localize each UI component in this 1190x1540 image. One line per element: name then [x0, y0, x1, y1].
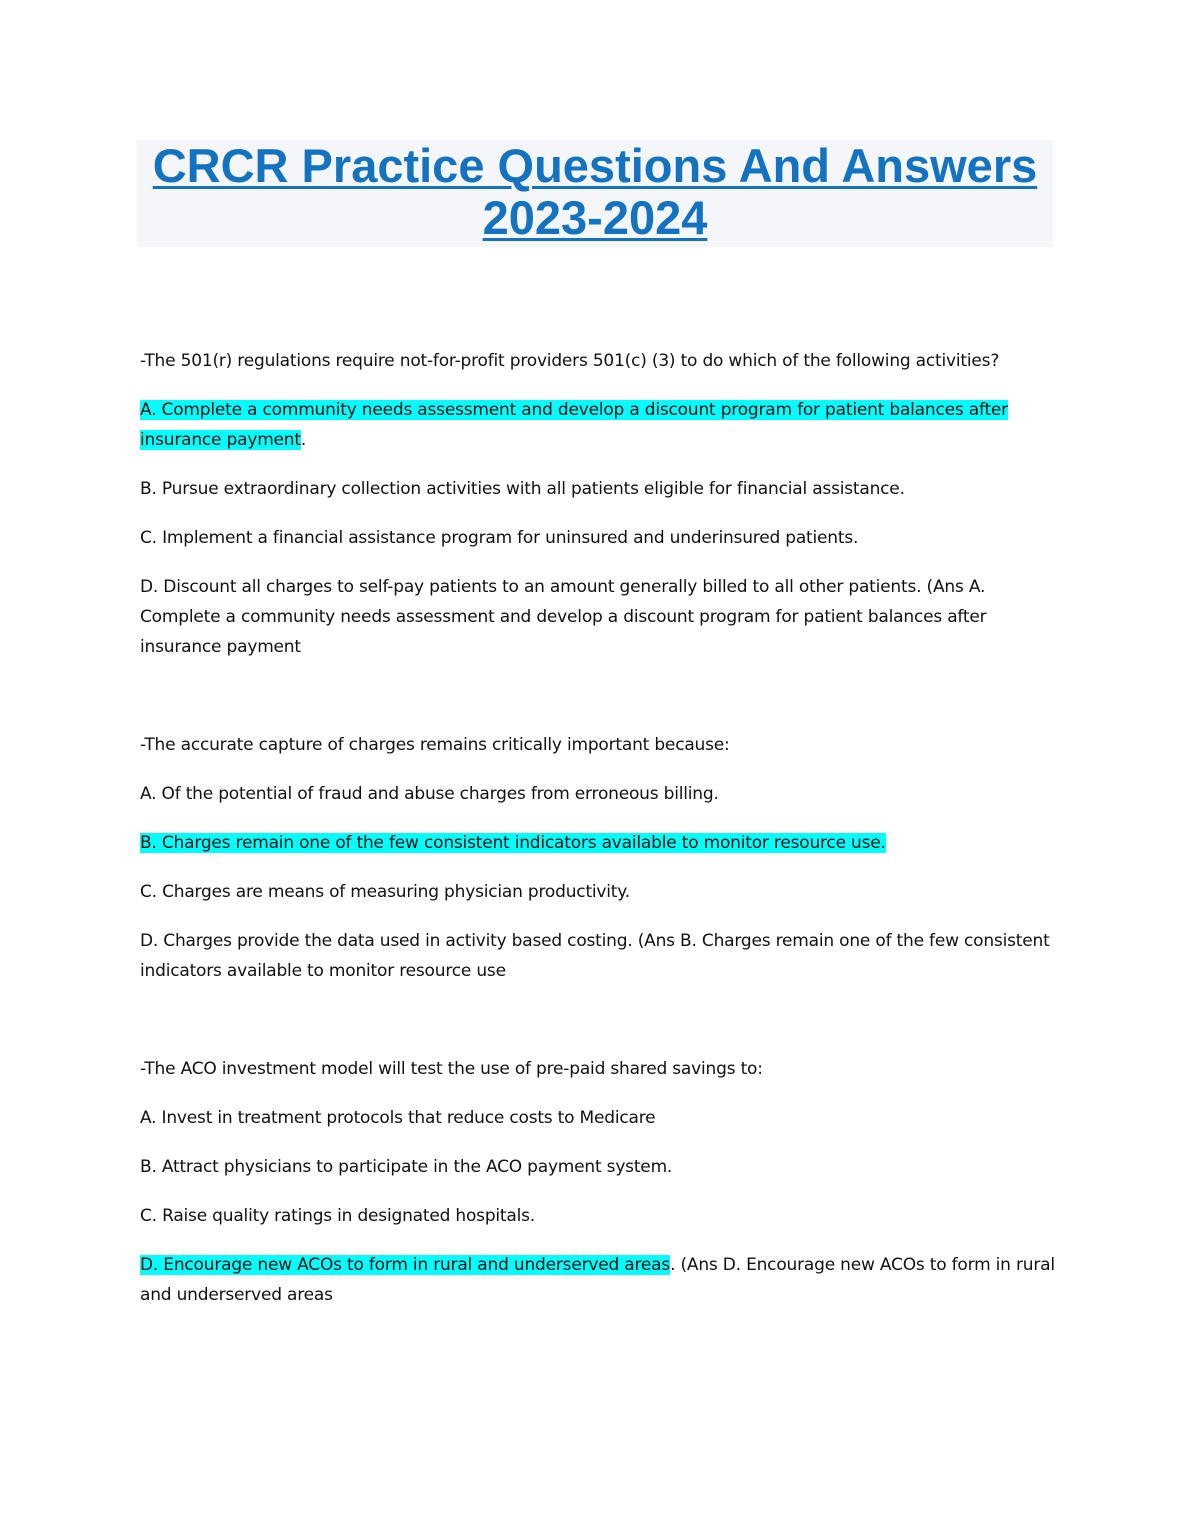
page-title-line-2: 2023-2024 [482, 191, 708, 244]
answer-option-b: B. Pursue extraordinary collection activities with all patients eligible for financial assistance. [140, 479, 905, 499]
question-text: -The 501(r) regulations require not-for-profit providers 501(c) (3) to do which of the following activities? [140, 351, 1000, 371]
question-block-2 [140, 730, 1055, 986]
title-banner [137, 140, 1053, 247]
answer-option-d: D. Charges provide the data used in activity based costing. (Ans B. Charges remain one of the few consistent indicators available to monitor resource use [140, 931, 1050, 981]
answer-option-a: A. Complete a community needs assessment and develop a discount program for patient balances after insurance payment. [140, 400, 1008, 450]
correct-answer-highlight: A. Complete a community needs assessment and develop a discount program for patient balances after insurance payment [140, 400, 1008, 450]
answer-option-b [140, 828, 1055, 858]
correct-answer-highlight: B. Charges remain one of the few consistent indicators available to monitor resource use. [140, 833, 886, 853]
answer-option-c: C. Implement a financial assistance program for uninsured and underinsured patients. [140, 528, 859, 548]
answer-option-c: C. Raise quality ratings in designated hospitals. [140, 1206, 536, 1226]
question-text: -The ACO investment model will test the use of pre-paid shared savings to: [140, 1059, 763, 1079]
question-text: -The accurate capture of charges remains critically important because: [140, 735, 730, 755]
answer-option-c: C. Charges are means of measuring physician productivity. [140, 882, 630, 902]
page-title-line-1: CRCR Practice Questions And Answers [152, 139, 1038, 192]
answer-option-a: A. Of the potential of fraud and abuse charges from erroneous billing. [140, 784, 719, 804]
question-block-3 [140, 1054, 1055, 1310]
document-body [140, 346, 1055, 1329]
answer-option-d: D. Encourage new ACOs to form in rural and underserved areas. (Ans D. Encourage new ACOs to form in rural and underserved areas [140, 1255, 1055, 1305]
answer-option-a: A. Invest in treatment protocols that reduce costs to Medicare [140, 1108, 656, 1128]
correct-answer-highlight: D. Encourage new ACOs to form in rural and underserved areas [140, 1255, 671, 1275]
answer-option-d: D. Discount all charges to self-pay patients to an amount generally billed to all other patients. (Ans A. Complete a community needs assessment and develop a discount program for patient balances after insurance payment [140, 577, 987, 657]
question-block-1 [140, 346, 1055, 662]
answer-option-b: B. Attract physicians to participate in the ACO payment system. [140, 1157, 673, 1177]
